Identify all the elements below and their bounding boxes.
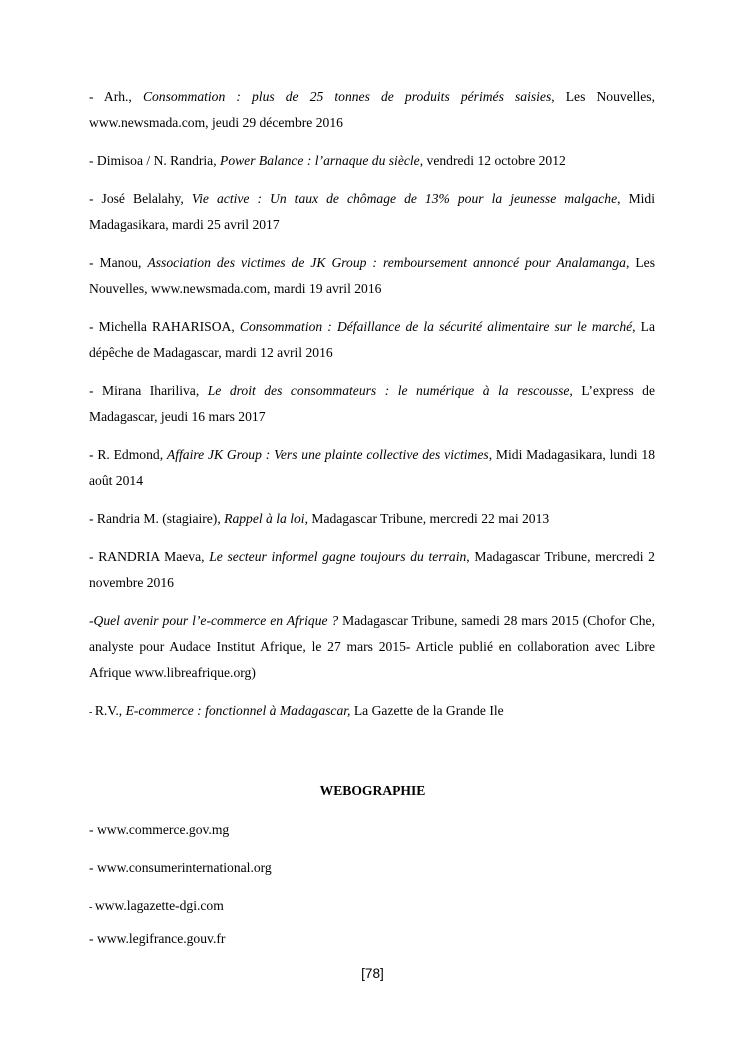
- reference-entry: - Dimisoa / N. Randria, Power Balance : l’arnaque du siècle, vendredi 12 octobre 2012: [89, 153, 566, 168]
- reference-entry: - RANDRIA Maeva, Le secteur informel gagne toujours du terrain, Madagascar Tribune, mercredi 2 novembre 2016: [89, 549, 655, 590]
- webography-heading: WEBOGRAPHIE: [319, 783, 426, 798]
- webography-link[interactable]: www.legifrance.gouv.fr: [96, 931, 226, 946]
- reference-entry: - Randria M. (stagiaire), Rappel à la loi, Madagascar Tribune, mercredi 22 mai 2013: [89, 511, 550, 526]
- reference-entry: - R. Edmond, Affaire JK Group : Vers une plainte collective des victimes, Midi Madagasikara, lundi 18 août 2014: [89, 447, 655, 488]
- webography-item: - www.commerce.gov.mg: [89, 822, 230, 837]
- webography-link[interactable]: www.consumerinternational.org: [96, 860, 272, 875]
- webography-link[interactable]: www.commerce.gov.mg: [96, 822, 230, 837]
- reference-entry: - Michella RAHARISOA, Consommation : Défaillance de la sécurité alimentaire sur le marché, La dépêche de Madagascar, mardi 12 avril 2016: [89, 319, 655, 360]
- reference-entry: - Manou, Association des victimes de JK Group : remboursement annoncé pour Analamanga, Les Nouvelles, www.newsmada.com, mardi 19 avril 2016: [89, 255, 655, 296]
- press-references: [89, 84, 655, 738]
- reference-entry: -Quel avenir pour l’e-commerce en Afrique ? Madagascar Tribune, samedi 28 mars 2015 (Chofor Che, analyste pour Audace Institut Afrique, le 27 mars 2015- Article publié en collaboration avec Libre Afrique www.libreafrique.org): [89, 613, 655, 680]
- reference-entry: - José Belalahy, Vie active : Un taux de chômage de 13% pour la jeunesse malgache, Midi Madagasikara, mardi 25 avril 2017: [89, 191, 656, 232]
- page-number: [78]: [361, 966, 384, 981]
- reference-entry: - Mirana Ihariliva, Le droit des consommateurs : le numérique à la rescousse, L’express de Madagascar, jeudi 16 mars 2017: [89, 383, 656, 424]
- webography-link[interactable]: www.lagazette-dgi.com: [94, 898, 224, 913]
- reference-entry: - Arh., Consommation : plus de 25 tonnes de produits périmés saisies, Les Nouvelles, www.newsmada.com, jeudi 29 décembre 2016: [89, 89, 656, 130]
- webography-item: - www.lagazette-dgi.com: [89, 898, 224, 913]
- webography-item: - www.legifrance.gouv.fr: [89, 931, 226, 946]
- webography-item: - www.consumerinternational.org: [89, 860, 272, 875]
- reference-entry: - R.V., E-commerce : fonctionnel à Madagascar, La Gazette de la Grande Ile: [89, 703, 504, 718]
